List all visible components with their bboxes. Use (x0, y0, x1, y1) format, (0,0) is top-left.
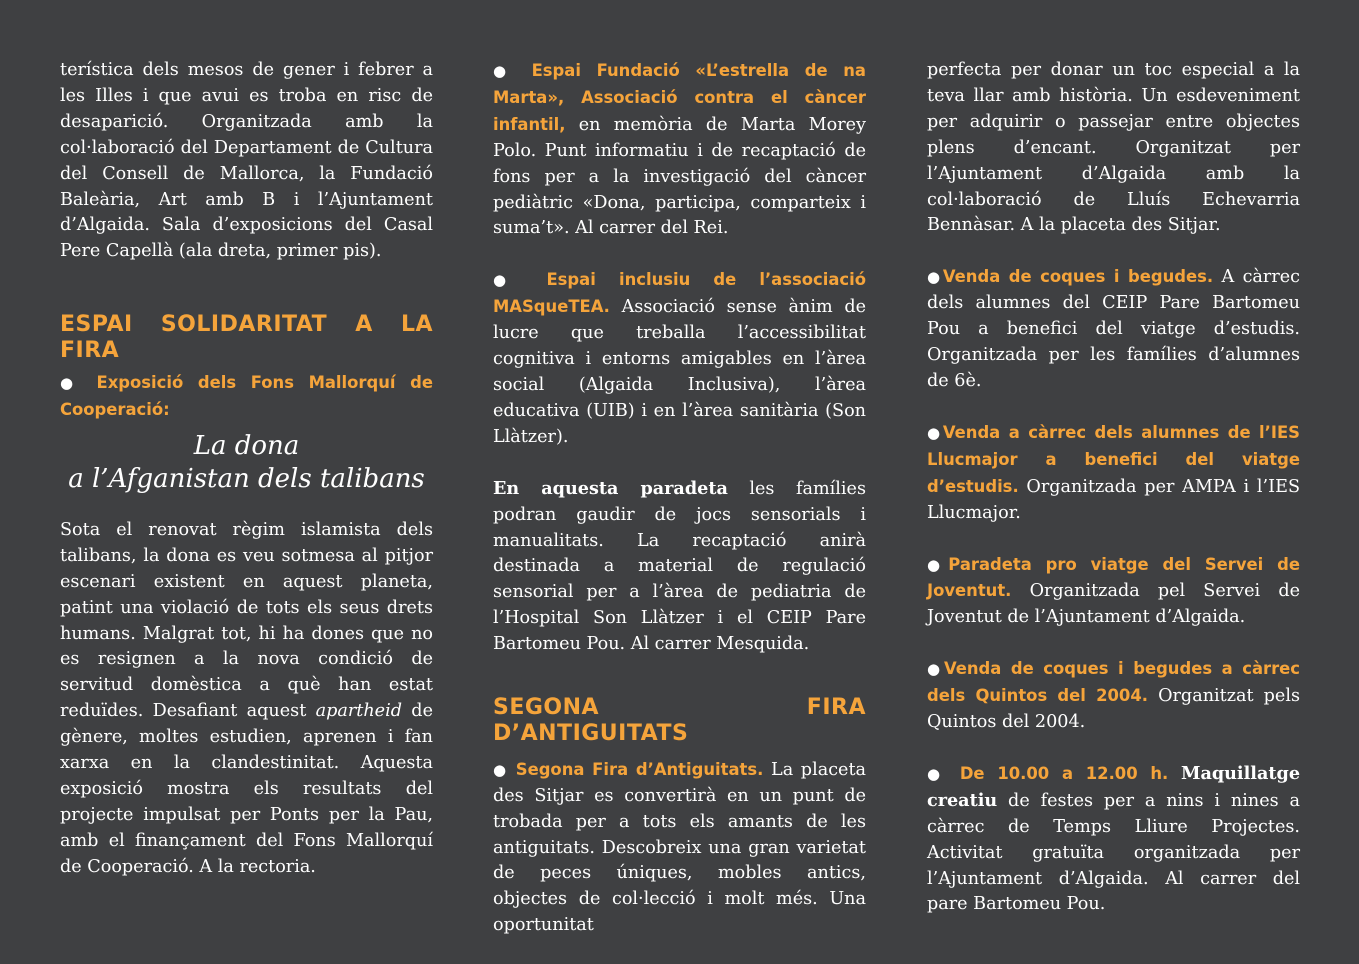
inclusiu-text: Associació sense ànim de lucre que treballa l’accessibilitat cognitiva i entorns amigables en l’àrea social (Algaida Inclusiva), l’àrea educativa (UIB) i en l’àrea sanitària (Son Llàtzer). (493, 297, 866, 447)
spacer (493, 683, 866, 695)
column-middle (493, 58, 866, 964)
maquillatge-time: De 10.00 a 12.00 h. (959, 763, 1169, 783)
quintos-item (927, 656, 1300, 736)
bullet-icon: ● (60, 374, 83, 393)
inclusiu-item (493, 267, 866, 450)
antiguitats-text: La placeta des Sitjar es convertirà en un punt de trobada per a tots els amants de les antiguitats. Descobreix una gran varietat de peces úniques, mobles antics, objectes de col·lecció i molt més. Una oportunitat (493, 759, 867, 936)
maquillatge-item (927, 761, 1300, 918)
section-heading-antiguitats: SEGONA FIRA D’ANTIGUITATS (493, 695, 866, 746)
exhibition-title-line1: La dona (193, 430, 300, 461)
bullet-icon: ● (927, 764, 948, 783)
bullet-icon: ● (493, 62, 517, 80)
exhibition-title (60, 430, 433, 496)
bullet-icon: ● (927, 555, 949, 574)
coques-text: A càrrec dels alumnes del CEIP Pare Bartomeu Pou a benefici del viatge d’estudis. Organitzada per les famílies d’alumnes de 6è. (927, 267, 1300, 391)
bullet-icon: ● (927, 423, 943, 442)
joventut-item (927, 552, 1300, 632)
antiguitats-label: Segona Fira d’Antiguitats. (515, 759, 764, 779)
coques-item (927, 264, 1300, 395)
coques-label: Venda de coques i begudes. (942, 267, 1214, 287)
ies-text: Organitzada per AMPA i l’IES Llucmajor. (927, 476, 1300, 523)
maquillatge-text: de festes per a nins i nines a càrrec de Temps Lliure Projectes. Activitat gratuïta organitzada per l’Ajuntament d’Algaida. Al carrer del pare Bartomeu Pou. (927, 790, 1300, 915)
fundacio-label: Espai Fundació «L’estrella de na Marta», Associació contra el càncer infantil, (493, 61, 866, 134)
quintos-text: Organitzat pels Quintos del 2004. (927, 686, 1300, 733)
column-right (927, 58, 1300, 943)
section-heading-solidaritat: ESPAI SOLIDARITAT A LA FIRA (60, 312, 433, 364)
antiguitats-continuation: perfecta per donar un toc especial a la teva llar amb història. Un esdeveniment per adquirir o passejar entre objectes plens d’encant. Organitzat per l’Ajuntament d’Algaida amb la col·laboració de Lluís Echevarria Bennàsar. A la placeta des Sitjar. (927, 60, 1300, 236)
bullet-icon: ● (927, 660, 944, 679)
bullet-icon: ● (493, 271, 524, 290)
bullet-icon: ● (493, 760, 509, 779)
ies-label: Venda a càrrec dels alumnes de l’IES Llucmajor a benefici del viatge d’estudis. (927, 422, 1300, 496)
intro-paragraph: terística dels mesos de gener i febrer a les Illes i que avui es troba en risc de desaparició. Organitzada amb la col·laboració del Departament de Cultura del Consell de Mallorca, la Fundació Baleària, Art amb B i l’Ajuntament d’Algaida. Sala d’exposicions del Casal Pere Capellà (ala dreta, primer pis). (60, 60, 433, 262)
exposicio-item (60, 370, 433, 424)
fundacio-text: en memòria de Marta Morey Polo. Punt informatiu i de recaptació de fons per a la investigació del càncer pediàtric «Dona, participa, comparteix i suma’t». Al carrer del Rei. (493, 114, 866, 239)
apartheid-emphasis: apartheid (315, 701, 402, 722)
inclusiu-label: Espai inclusiu de l’associació MASqueTEA. (493, 270, 866, 317)
paradeta-bold: En aquesta paradeta (493, 477, 728, 499)
exhibition-title-line2: a l’Afganistan dels talibans (68, 463, 425, 494)
ies-item (927, 420, 1300, 527)
quintos-label: Venda de coques i begudes a càrrec dels Quintos del 2004. (927, 659, 1301, 706)
spacer (60, 290, 433, 312)
column-left (60, 58, 433, 906)
exposicio-label: Exposició dels Fons Mallorquí de Cooperació: (60, 373, 434, 419)
fundacio-item (493, 58, 866, 242)
antiguitats-item (493, 757, 866, 939)
exhibition-description: Sota el renovat règim islamista dels talibans, la dona es veu sotmesa al pitjor escenari existent en aquest planeta, patint una violació de tots els seus drets humans. Malgrat tot, hi ha dones que no es resignen a la nova condició de servitud domèstica a què han estat reduïdes. Desafiant aquest apartheid de gènere, moltes estudien, aprenen i fan xarxa en la clandestinitat. Aquesta exposició mostra els resultats del projecte impulsat per Ponts per la Pau, amb el finançament del Fons Mallorquí de Cooperació. A la rectoria. (60, 519, 433, 877)
paradeta-paragraph: En aquesta paradeta les famílies podran gaudir de jocs sensorials i manualitats. La recaptació anirà destinada a material de regulació sensorial per a l’àrea de pediatria de l’Hospital Son Llàtzer i el CEIP Pare Bartomeu Pou. Al carrer Mesquida. (493, 477, 867, 655)
joventut-text: Organitzada pel Servei de Joventut de l’Ajuntament d’Algaida. (927, 581, 1300, 628)
joventut-label: Paradeta pro viatge del Servei de Joventut. (927, 554, 1301, 601)
bullet-icon: ● (927, 268, 943, 287)
maquillatge-bold: Maquillatge creatiu (927, 762, 1301, 811)
